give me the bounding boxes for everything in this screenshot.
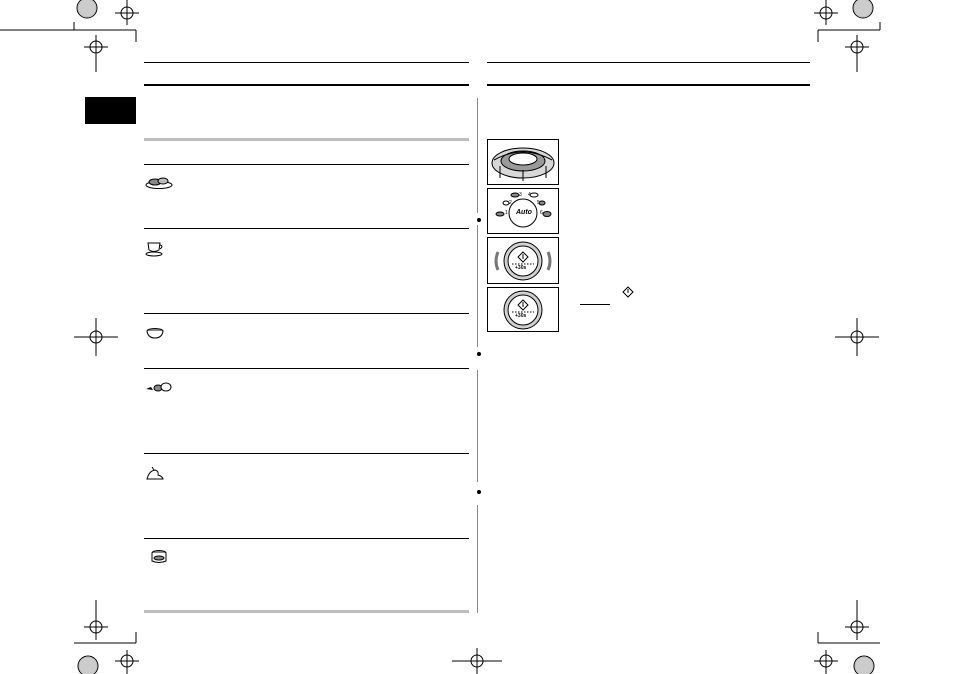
figure-turntable (487, 139, 559, 185)
figure-auto-dial (487, 188, 559, 234)
table-row-rule (144, 313, 469, 314)
table-row-rule (144, 368, 469, 369)
bullet-dot (477, 490, 481, 494)
left-header-rule (144, 84, 469, 86)
dial-position-label: 3 (519, 192, 522, 198)
language-tab (85, 97, 136, 124)
knob-label: +30s (515, 313, 527, 319)
bullet-dot (477, 218, 481, 222)
table-bottom-rule (144, 610, 469, 613)
table-row-rule (144, 453, 469, 454)
dial-position-label: 6 (540, 210, 543, 216)
column-divider (477, 505, 478, 613)
dial-position-label: 4 (528, 192, 531, 198)
bullet-dot (477, 352, 481, 356)
bowl-icon (145, 327, 165, 341)
dial-position-label: 1 (505, 210, 508, 216)
food-mix-icon (145, 381, 173, 393)
figure-rotate-knob (487, 237, 559, 284)
column-divider (477, 370, 478, 482)
start-icon (622, 286, 634, 298)
turntable-rack-illustration (488, 140, 558, 184)
column-divider (477, 98, 478, 213)
cake-icon (145, 175, 173, 189)
table-row-rule (144, 538, 469, 539)
note-underline (580, 304, 610, 305)
right-header-rule (487, 84, 810, 86)
cup-icon (145, 241, 165, 257)
dial-position-label: 2 (509, 200, 512, 206)
figure-start-knob (487, 287, 559, 332)
table-row-rule (144, 228, 469, 229)
left-header-rule-thin (144, 62, 469, 63)
table-top-rule (144, 138, 469, 141)
pot-icon (150, 549, 168, 565)
chicken-icon (145, 467, 165, 481)
start-knob-illustration (488, 288, 558, 331)
column-divider (477, 225, 478, 347)
right-header-rule-thin (487, 62, 810, 63)
rotate-knob-illustration (488, 238, 558, 283)
dial-position-label: 5 (537, 200, 540, 206)
knob-label: +30s (515, 265, 527, 271)
table-row-rule (144, 164, 469, 165)
dial-center-label: Auto (516, 209, 532, 216)
